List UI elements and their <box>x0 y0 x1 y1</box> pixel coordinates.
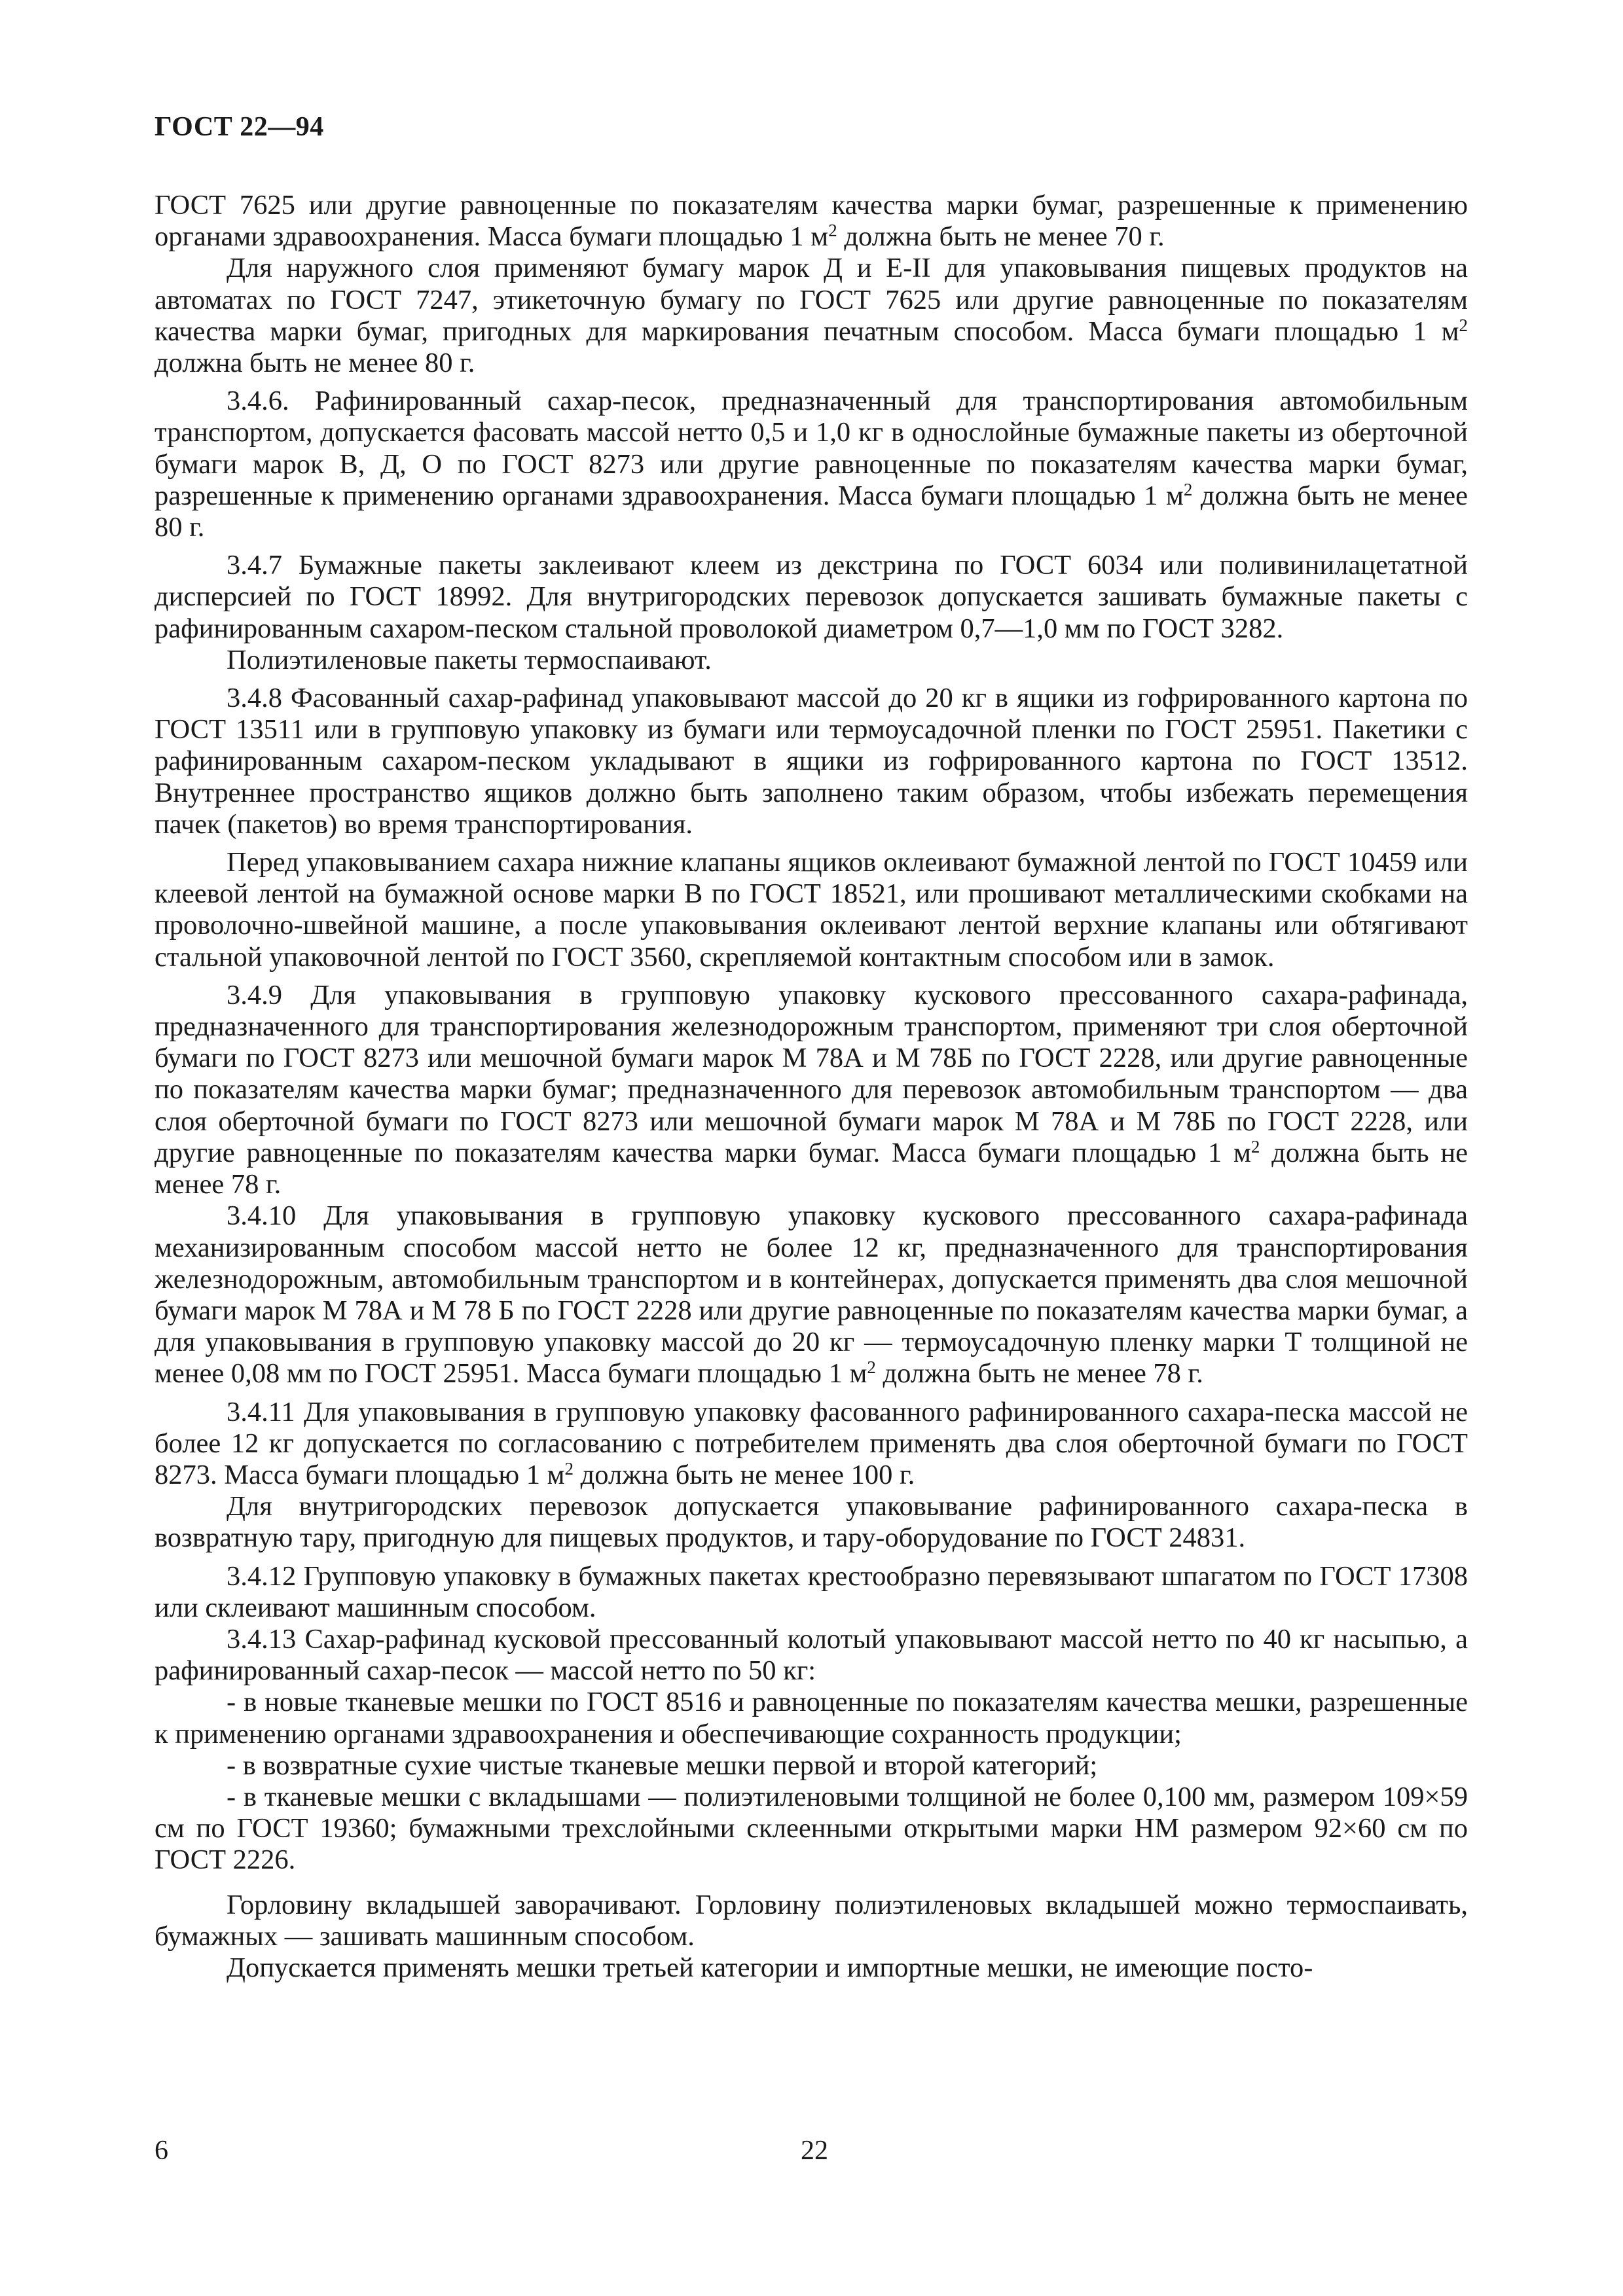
paragraph: 3.4.12 Групповую упаковку в бумажных пакетах крестообразно перевязывают шпагатом по ГОСТ 17308 или склеивают машинным способом. <box>155 1560 1468 1623</box>
paragraph: 3.4.8 Фасованный сахар-рафинад упаковывают массой до 20 кг в ящики из гофрированного картона по ГОСТ 13511 или в групповую упаковку из бумаги или термоусадочной пленки по ГОСТ 25951. Пакетики с рафинированным сахаром-песком укладывают в ящики из гофрированного картона по ГОСТ 13512. Внутреннее пространство ящиков должно быть заполнено таким образом, чтобы избежать перемещения пачек (пакетов) во время транспортирования. <box>155 683 1468 840</box>
page-header: ГОСТ 22—94 <box>155 112 324 142</box>
page-number: 6 <box>155 2136 168 2166</box>
paragraph: ГОСТ 7625 или другие равноценные по показателям качества марки бумаг, разрешенные к применению органами здравоохранения. Масса бумаги площадью 1 $м^2$ должна быть не менее 70 г. <box>155 190 1468 253</box>
paragraph: 3.4.10 Для упаковывания в групповую упаковку кускового прессованного сахара-рафинада механизированным способом массой нетто не более 12 кг, предназначенного для транспортирования железнодорожным, автомобильным транспортом и в контейнерах, допускается применять два слоя мешочной бумаги марок М 78А и М 78 Б по ГОСТ 2228 или другие равноценные по показателям качества марки бумаг, а для упаковывания в групповую упаковку массой до 20 кг — термоусадочную пленку марки Т толщиной не менее 0,08 мм по ГОСТ 25951. Масса бумаги площадью 1 $м^2$ должна быть не менее 78 г. <box>155 1200 1468 1390</box>
paragraph: - в тканевые мешки с вкладышами — полиэтиленовыми толщиной не более 0,100 мм, размером 109×59 см по ГОСТ 19360; бумажными трехслойными склеенными открытыми марки НМ размером 92×60 см по ГОСТ 2226. <box>155 1781 1468 1876</box>
body-text <box>155 190 1468 1984</box>
paragraph: Горловину вкладышей заворачивают. Горловину полиэтиленовых вкладышей можно термоспаивать, бумажных — зашивать машинным способом. <box>155 1889 1468 1952</box>
paragraph: 3.4.7 Бумажные пакеты заклеивают клеем из декстрина по ГОСТ 6034 или поливинилацетатной дисперсией по ГОСТ 18992. Для внутригородских перевозок допускается зашивать бумажные пакеты с рафинированным сахаром-песком стальной проволокой диаметром 0,7—1,0 мм по ГОСТ 3282. <box>155 550 1468 644</box>
paragraph: Полиэтиленовые пакеты термоспаивают. <box>227 644 712 675</box>
paragraph: 3.4.13 Сахар-рафинад кусковой прессованный колотый упаковывают массой нетто по 40 кг насыпью, а рафинированный сахар-песок — массой нетто по 50 кг: <box>155 1623 1468 1687</box>
paragraph: Перед упаковыванием сахара нижние клапаны ящиков оклеивают бумажной лентой по ГОСТ 10459 или клеевой лентой на бумажной основе марки В по ГОСТ 18521, или прошивают металлическими скобками на проволочно-швейной машине, а после упаковывания оклеивают лентой верхние клапаны или обтягивают стальной упаковочной лентой по ГОСТ 3560, скрепляемой контактным способом или в замок. <box>155 847 1468 973</box>
paragraph: - в новые тканевые мешки по ГОСТ 8516 и равноценные по показателям качества мешки, разрешенные к применению органами здравоохранения и обеспечивающие сохранность продукции; <box>155 1687 1468 1749</box>
center-page-number: 22 <box>801 2136 828 2166</box>
paragraph: 3.4.11 Для упаковывания в групповую упаковку фасованного рафинированного сахара-песка массой не более 12 кг допускается по согласованию с потребителем применять два слоя оберточной бумаги по ГОСТ 8273. Масса бумаги площадью 1 $м^2$ должна быть не менее 100 г. <box>155 1396 1468 1490</box>
paragraph: Для внутригородских перевозок допускается упаковывание рафинированного сахара-песка в возвратную тару, пригодную для пищевых продуктов, и тару-оборудование по ГОСТ 24831. <box>155 1491 1468 1554</box>
paragraph: - в возвратные сухие чистые тканевые мешки первой и второй категорий; <box>227 1749 1098 1781</box>
paragraph: 3.4.6. Рафинированный сахар-песок, предназначенный для транспортирования автомобильным транспортом, допускается фасовать массой нетто 0,5 и 1,0 кг в однослойные бумажные пакеты из оберточной бумаги марок В, Д, О по ГОСТ 8273 или другие равноценные по показателям качества марки бумаг, разрешенные к применению органами здравоохранения. Масса бумаги площадью 1 $м^2$ должна быть не менее 80 г. <box>155 386 1468 543</box>
paragraph: 3.4.9 Для упаковывания в групповую упаковку кускового прессованного сахара-рафинада, предназначенного для транспортирования железнодорожным транспортом, применяют три слоя оберточной бумаги по ГОСТ 8273 или мешочной бумаги марок М 78А и М 78Б по ГОСТ 2228, или другие равноценные по показателям качества марки бумаг; предназначенного для перевозок автомобильным транспортом — два слоя оберточной бумаги по ГОСТ 8273 или мешочной бумаги марок М 78А и М 78Б по ГОСТ 2228, или другие равноценные по показателям качества марки бумаг. Масса бумаги площадью 1 $м^2$ должна быть не менее 78 г. <box>155 979 1468 1200</box>
paragraph: Допускается применять мешки третьей категории и импортные мешки, не имеющие посто- <box>227 1952 1313 1983</box>
paragraph: Для наружного слоя применяют бумагу марок Д и Е-II для упаковывания пищевых продуктов на автоматах по ГОСТ 7247, этикеточную бумагу по ГОСТ 7625 или другие равноценные по показателям качества марки бумаг, пригодных для маркирования печатным способом. Масса бумаги площадью 1 $м^2$ должна быть не менее 80 г. <box>155 253 1468 379</box>
